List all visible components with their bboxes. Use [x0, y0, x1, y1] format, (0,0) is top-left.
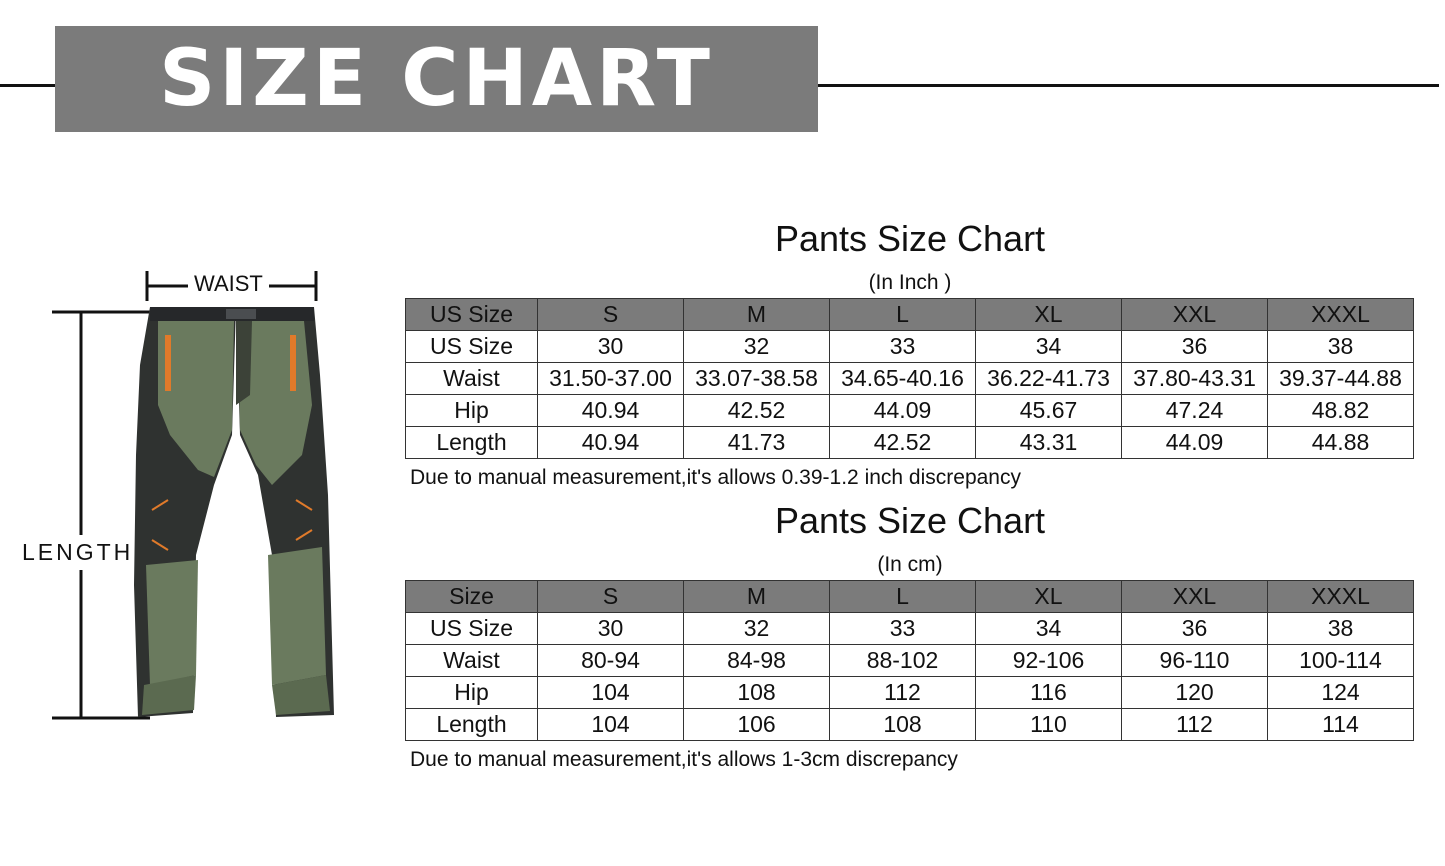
table-row: [406, 677, 1414, 709]
table-cell: 40.94: [538, 427, 684, 459]
table-header-cell: XXXL: [1268, 581, 1414, 613]
banner-title: SIZE CHART: [159, 34, 714, 124]
table-header-cell: XXL: [1122, 299, 1268, 331]
table-header-cell: L: [830, 581, 976, 613]
table-cell: 104: [538, 677, 684, 709]
discrepancy-note-cm: Due to manual measurement,it's allows 1-3cm discrepancy: [410, 748, 958, 771]
row-label: Length: [406, 427, 538, 459]
table-cell: 44.88: [1268, 427, 1414, 459]
size-table-inch: [405, 298, 1414, 459]
table-cell: 30: [538, 331, 684, 363]
table-cell: 114: [1268, 709, 1414, 741]
table-cell: 36: [1122, 331, 1268, 363]
table-cell: 108: [830, 709, 976, 741]
chart-title-cm: Pants Size Chart: [774, 500, 1046, 541]
table-cell: 33.07-38.58: [684, 363, 830, 395]
table-cell: 80-94: [538, 645, 684, 677]
row-label: US Size: [406, 331, 538, 363]
table-cell: 42.52: [684, 395, 830, 427]
table-header-row: [406, 299, 1414, 331]
table-cell: 124: [1268, 677, 1414, 709]
table-cell: 33: [830, 331, 976, 363]
chart-unit-inch: (In Inch ): [868, 271, 952, 294]
table-header-cell: M: [684, 581, 830, 613]
row-label: Length: [406, 709, 538, 741]
table-cell: 36: [1122, 613, 1268, 645]
length-label: LENGTH: [22, 535, 133, 570]
size-table-cm: [405, 580, 1414, 741]
table-cell: 106: [684, 709, 830, 741]
row-label: Hip: [406, 677, 538, 709]
row-label: US Size: [406, 613, 538, 645]
table-row: [406, 395, 1414, 427]
table-row: [406, 645, 1414, 677]
table-cell: 40.94: [538, 395, 684, 427]
right-rule: [818, 84, 1439, 87]
table-cell: 104: [538, 709, 684, 741]
table-cell: 44.09: [1122, 427, 1268, 459]
table-cell: 41.73: [684, 427, 830, 459]
left-rule: [0, 84, 55, 87]
table-cell: 100-114: [1268, 645, 1414, 677]
table-header-cell: S: [538, 299, 684, 331]
table-cell: 37.80-43.31: [1122, 363, 1268, 395]
table-cell: 34: [976, 331, 1122, 363]
table-cell: 45.67: [976, 395, 1122, 427]
row-label: Waist: [406, 363, 538, 395]
table-cell: 34: [976, 613, 1122, 645]
table-row: [406, 709, 1414, 741]
table-cell: 120: [1122, 677, 1268, 709]
table-row: [406, 427, 1414, 459]
table-header-row: [406, 581, 1414, 613]
table-cell: 96-110: [1122, 645, 1268, 677]
table-cell: 110: [976, 709, 1122, 741]
pants-figure: [0, 255, 340, 735]
table-cell: 36.22-41.73: [976, 363, 1122, 395]
table-cell: 39.37-44.88: [1268, 363, 1414, 395]
table-header-cell: US Size: [406, 299, 538, 331]
title-banner: [55, 26, 818, 132]
table-cell: 108: [684, 677, 830, 709]
row-label: Waist: [406, 645, 538, 677]
waist-label: WAIST: [188, 271, 269, 297]
table-header-cell: XL: [976, 581, 1122, 613]
table-cell: 43.31: [976, 427, 1122, 459]
table-cell: 44.09: [830, 395, 976, 427]
table-header-cell: XXL: [1122, 581, 1268, 613]
row-label: Hip: [406, 395, 538, 427]
pants-illustration-icon: [0, 255, 340, 735]
table-cell: 88-102: [830, 645, 976, 677]
table-cell: 33: [830, 613, 976, 645]
table-cell: 112: [1122, 709, 1268, 741]
chart-title-inch: Pants Size Chart: [774, 218, 1046, 259]
table-cell: 92-106: [976, 645, 1122, 677]
table-header-cell: S: [538, 581, 684, 613]
table-cell: 32: [684, 613, 830, 645]
table-cell: 84-98: [684, 645, 830, 677]
table-cell: 42.52: [830, 427, 976, 459]
table-cell: 38: [1268, 613, 1414, 645]
table-cell: 112: [830, 677, 976, 709]
table-header-cell: XL: [976, 299, 1122, 331]
table-header-cell: Size: [406, 581, 538, 613]
table-row: [406, 363, 1414, 395]
table-cell: 48.82: [1268, 395, 1414, 427]
table-cell: 38: [1268, 331, 1414, 363]
discrepancy-note-inch: Due to manual measurement,it's allows 0.39-1.2 inch discrepancy: [410, 466, 1021, 489]
table-cell: 34.65-40.16: [830, 363, 976, 395]
table-cell: 32: [684, 331, 830, 363]
table-row: [406, 331, 1414, 363]
table-header-cell: XXXL: [1268, 299, 1414, 331]
table-cell: 30: [538, 613, 684, 645]
table-header-cell: M: [684, 299, 830, 331]
table-cell: 31.50-37.00: [538, 363, 684, 395]
table-cell: 116: [976, 677, 1122, 709]
table-row: [406, 613, 1414, 645]
table-header-cell: L: [830, 299, 976, 331]
table-cell: 47.24: [1122, 395, 1268, 427]
chart-unit-cm: (In cm): [877, 553, 943, 576]
